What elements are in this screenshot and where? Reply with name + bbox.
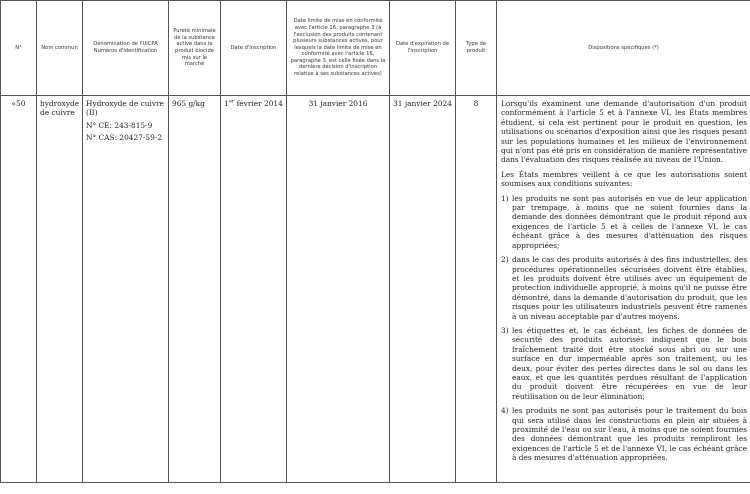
specific-provisions-cell bbox=[497, 96, 750, 483]
purity-value: 965 g/kg bbox=[172, 99, 205, 108]
ec-number: N° CE: 243-815-9 bbox=[86, 120, 153, 130]
inclusion-date-cell bbox=[221, 96, 287, 483]
header-inclusion-date: Date d'inscription bbox=[221, 1, 287, 96]
compliance-deadline-cell bbox=[287, 96, 390, 483]
common-name-cell bbox=[37, 96, 83, 483]
provision-paragraph-1: Lorsqu'ils examinent une demande d'autorisation d'un produit conformément à l'article 5 et à l'annexe VI, les États membres étudient, si cela est pertinent pour le produit en question, les utilisations ou scénarios d'exposition ainsi que les risques pesant sur les populations humaines et les milieux de l'environnement qui n'ont pas été pris en considération de manière représentative dans l'évaluation des risques réalisée au niveau de l'Union. bbox=[501, 99, 747, 165]
header-expiry-date: Date d'expiration de l'inscription bbox=[390, 1, 456, 96]
common-name: hydroxyde de cuivre bbox=[40, 99, 80, 118]
table-row bbox=[1, 96, 750, 483]
header-specific-provisions: Dispositions spécifiques (*) bbox=[497, 1, 750, 96]
list-item: 2) dans le cas des produits autorisés à des fins industrielles, des procédures opérationnelles sécurisées doivent être établies, et les produits doivent être utilisés avec un équipement de protection individuelle approprié, à moins qu'il ne puisse être démontré, dans la demande d'autorisation du produit, que les risques pour les utilisateurs industriels peuvent être ramenés à un niveau acceptable par d'autres moyens. bbox=[501, 255, 747, 321]
header-compliance-deadline: Date limite de mise en conformité avec l'article 16, paragraphe 3 (à l'exclusion des produits contenant plusieurs substances actives, pour lesquels la date limite de mise en conformité avec l'article 16, paragraphe 3, est celle fixée dans la dernière décision d'inscription relative à ses substances actives) bbox=[287, 1, 390, 96]
purity-cell bbox=[169, 96, 221, 483]
iupac-name: Hydroxyde de cuivre (II) bbox=[86, 99, 164, 118]
provision-paragraph-2: Les États membres veillent à ce que les autorisations soient soumises aux conditions suivantes: bbox=[501, 169, 747, 189]
list-item: 3) les étiquettes et, le cas échéant, les fiches de données de sécurité des produits autorisés indiquent que le bois fraîchement traité doit être stocké sous abri ou sur une surface en dur imperméable après son traitement, ou les deux, pour éviter des pertes directes dans le sol ou dans les eaux, et que les quantités perdues résultant de l'application du produit doivent être récupérées en vue de leur réutilisation ou de leur élimination; bbox=[501, 325, 747, 401]
row-number: «50 bbox=[11, 99, 26, 108]
compliance-deadline: 31 janvier 2016 bbox=[308, 99, 368, 108]
header-purity: Pureté minimale de la substance active dans le produit biocide mis sur le marché bbox=[169, 1, 221, 96]
iupac-cell bbox=[83, 96, 169, 483]
header-product-type: Type de produit bbox=[456, 1, 497, 96]
product-type-cell bbox=[456, 96, 497, 483]
header-common-name: Nom commun bbox=[37, 1, 83, 96]
expiry-date-cell bbox=[390, 96, 456, 483]
expiry-date: 31 janvier 2024 bbox=[393, 99, 452, 108]
row-number-cell bbox=[1, 96, 37, 483]
header-iupac-name: Dénomination de l'UICPA Numéros d'identification bbox=[83, 1, 169, 96]
list-item: 1) les produits ne sont pas autorisés en vue de leur application par trempage, à moins que ne soient fournies dans la demande des données démontrant que le produit répond aux exigences de l'article 5 et à celles de l'annexe VI, le cas échéant grâce à des mesures d'atténuation des risques appropriées; bbox=[501, 193, 747, 250]
inclusion-date: 1er février 2014 bbox=[224, 98, 283, 108]
product-type: 8 bbox=[473, 99, 479, 108]
header-row bbox=[1, 1, 750, 96]
header-no: N° bbox=[1, 1, 37, 96]
list-item: 4) les produits ne sont pas autorisés pour le traitement du bois qui sera utilisé dans les constructions en plein air situées à proximité de l'eau ou sur l'eau, à moins que ne soient fournies des données démontrant que les produits rempliront les exigences de l'article 5 et de l'annexe VI, le cas échéant grâce à des mesures d'atténuation appropriées. bbox=[501, 406, 747, 463]
cas-number: N° CAS: 20427-59-2 bbox=[86, 133, 163, 143]
